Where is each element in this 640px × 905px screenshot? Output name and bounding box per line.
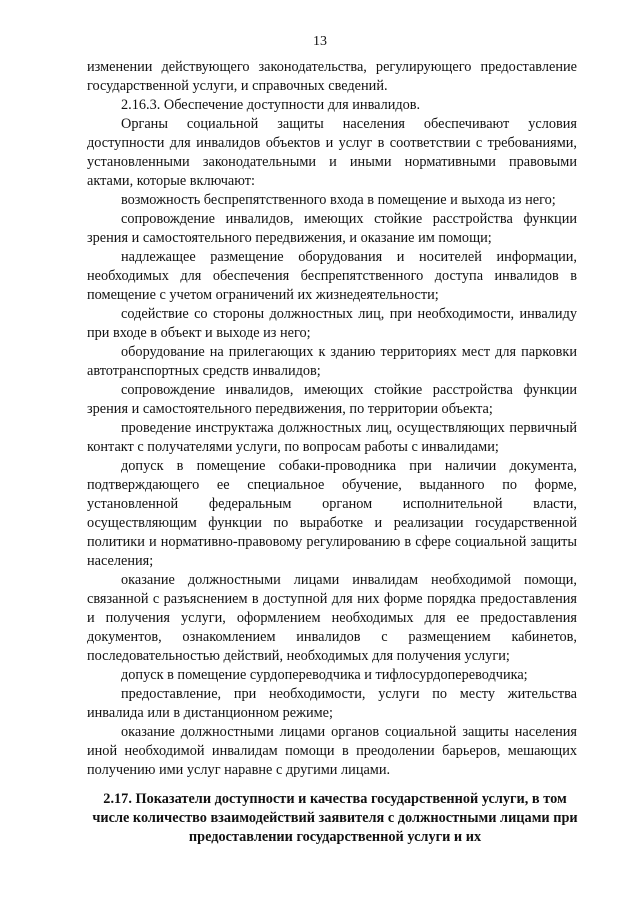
list-item: содействие со стороны должностных лиц, при необходимости, инвалиду при входе в объект и выходе из него;: [87, 306, 577, 341]
list-item: надлежащее размещение оборудования и носителей информации, необходимых для обеспечения беспрепятственного доступа инвалидов в помещение с учетом ограничений их жизнедеятельности;: [87, 249, 577, 303]
list-item: сопровождение инвалидов, имеющих стойкие расстройства функции зрения и самостоятельного передвижения, и оказание им помощи;: [87, 211, 577, 246]
section-heading-2-17: [92, 790, 578, 847]
paragraph-continuation: изменении действующего законодательства, регулирующего предоставление государственной услуги, и справочных сведений.: [87, 59, 577, 94]
page-number: 13: [313, 34, 327, 49]
section-title-2-16-3: 2.16.3. Обеспечение доступности для инвалидов.: [121, 97, 421, 113]
list-item: возможность беспрепятственного входа в помещение и выхода из него;: [121, 192, 556, 208]
list-item: оказание должностными лицами инвалидам необходимой помощи, связанной с разъяснением в доступной для них форме порядка предоставления и получения услуги, оформлением необходимых для ее предоставления документов, ознакомлением инвалидов с размещением кабинетов, последовательностью действий, необходимых для получения услуги;: [87, 572, 577, 664]
list-item: проведение инструктажа должностных лиц, осуществляющих первичный контакт с получателями услуги, по вопросам работы с инвалидами;: [87, 420, 577, 455]
list-item: допуск в помещение собаки-проводника при наличии документа, подтверждающего ее специальное обучение, выданного по форме, установленной федеральным органом исполнительной власти, осуществляющим функции по выработке и реализации государственной политики и нормативно-правовому регулированию в сфере социальной защиты населения;: [87, 458, 577, 569]
list-item: оказание должностными лицами органов социальной защиты населения иной необходимой инвалидам помощи в преодолении барьеров, мешающих получению ими услуг наравне с другими лицами.: [87, 724, 577, 778]
list-item: предоставление, при необходимости, услуги по месту жительства инвалида или в дистанционном режиме;: [87, 686, 577, 721]
paragraph-intro: Органы социальной защиты населения обеспечивают условия доступности для инвалидов объектов и услуг в соответствии с требованиями, установленными законодательными и иными нормативными правовыми актами, которые включают:: [87, 116, 577, 189]
list-item: оборудование на прилегающих к зданию территориях мест для парковки автотранспортных средств инвалидов;: [87, 344, 577, 379]
document-body: [87, 58, 577, 780]
list-item: сопровождение инвалидов, имеющих стойкие расстройства функции зрения и самостоятельного передвижения, по территории объекта;: [87, 382, 577, 417]
heading-text: 2.17. Показатели доступности и качества государственной услуги, в том числе количество взаимодействий заявителя с должностными лицами при предоставлении государственной услуги и их: [92, 791, 578, 845]
list-item: допуск в помещение сурдопереводчика и тифлосурдопереводчика;: [121, 667, 528, 683]
